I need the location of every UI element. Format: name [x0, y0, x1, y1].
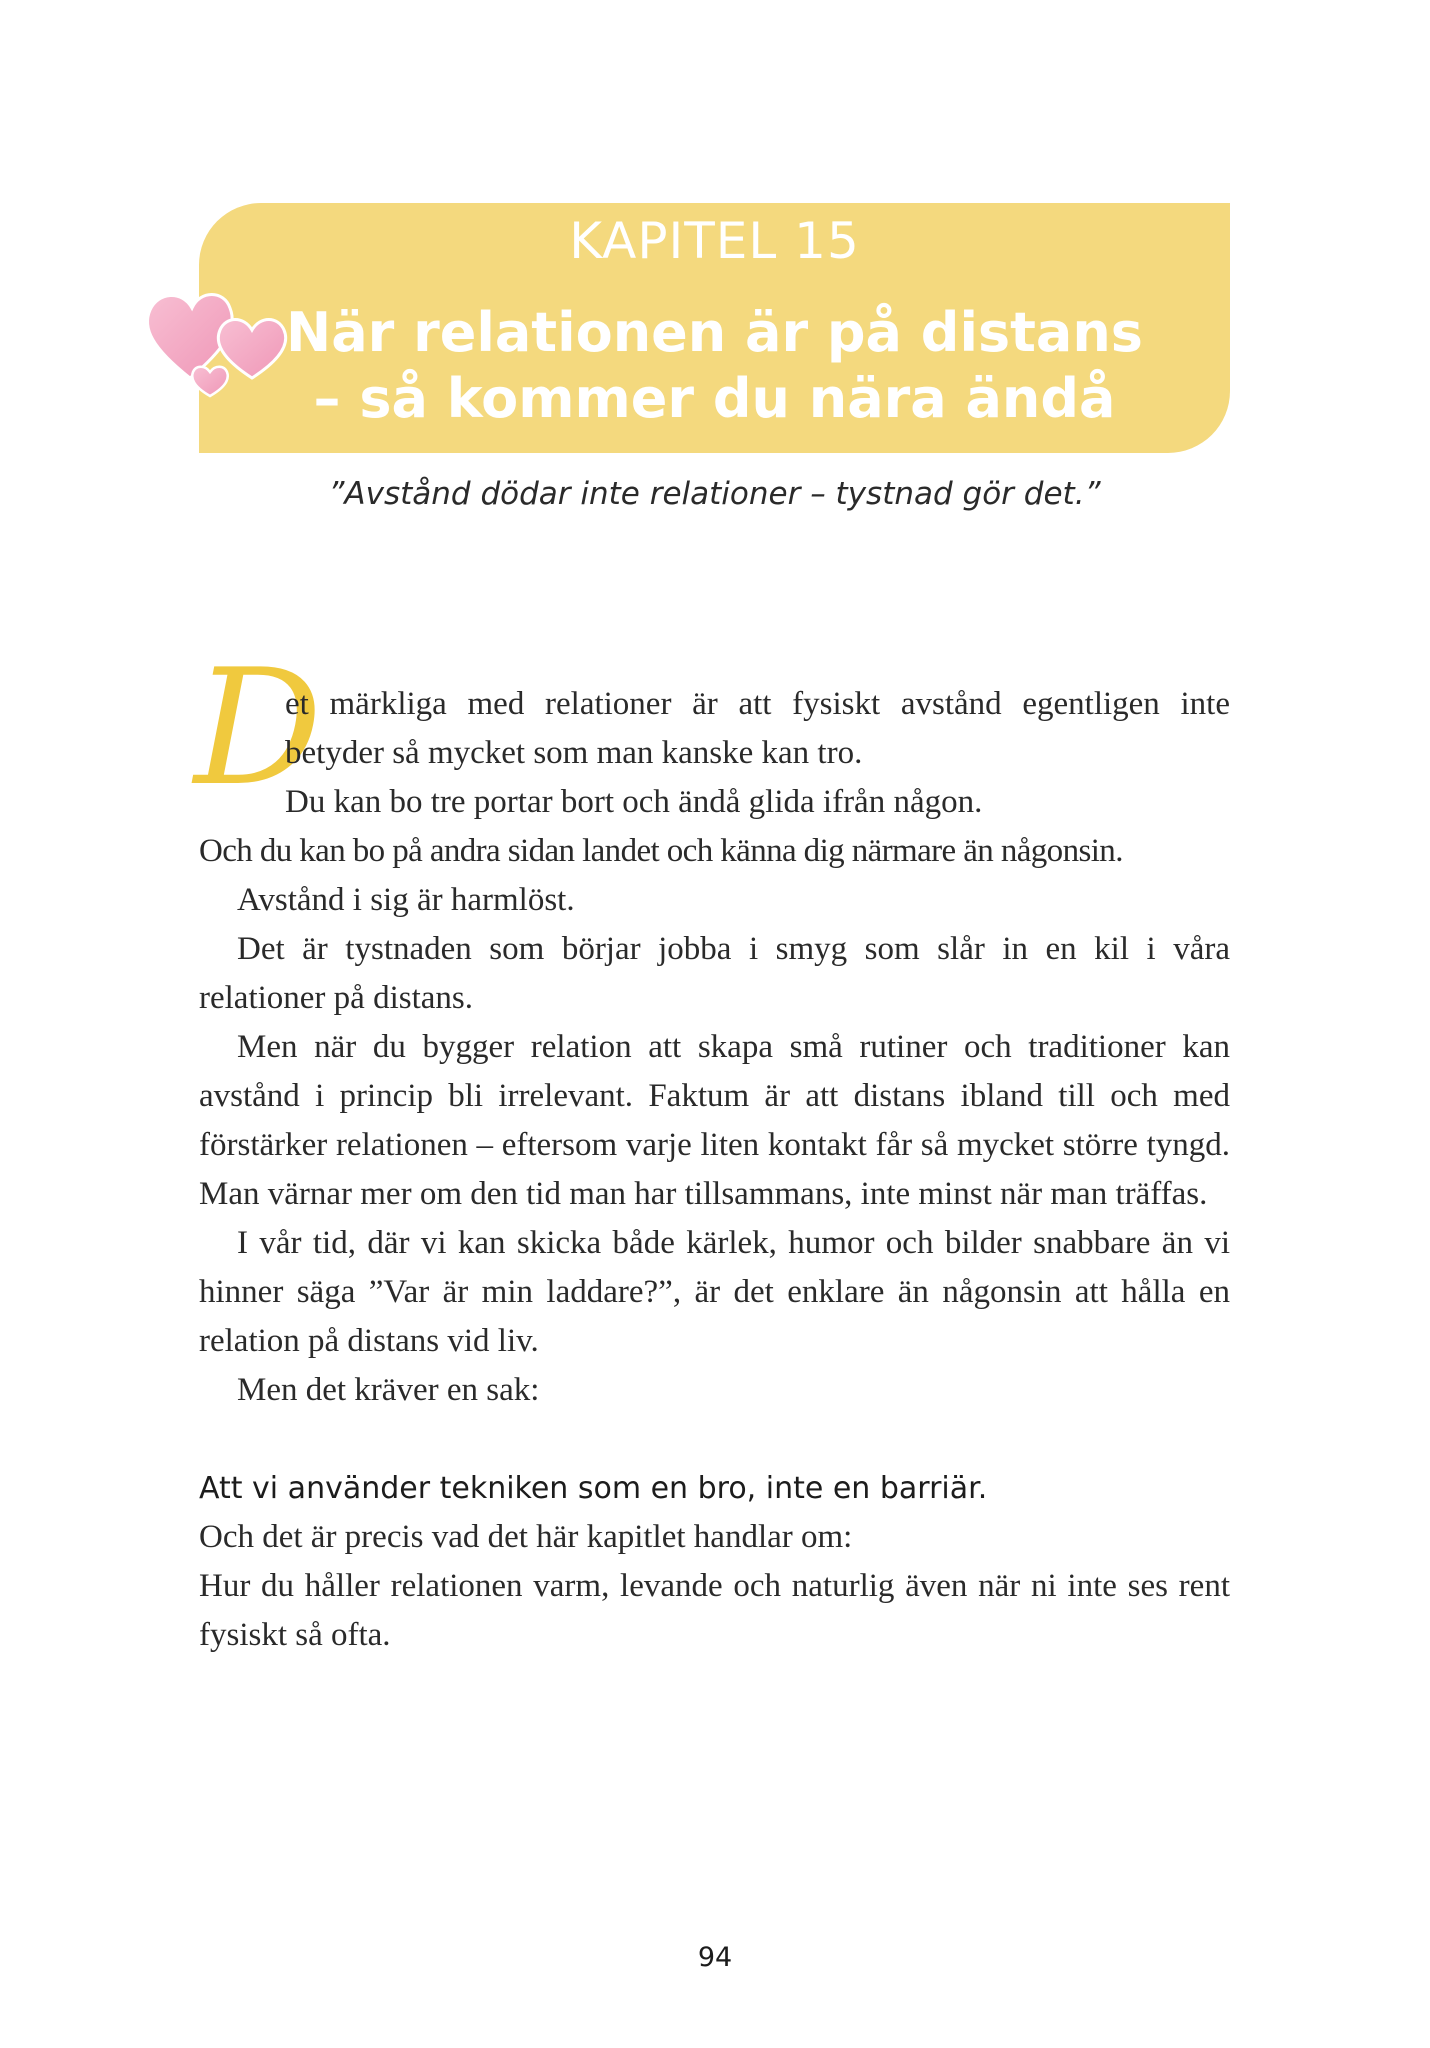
chapter-title — [199, 300, 1230, 432]
emphasis-line: Att vi använder tekniken som en bro, inte en barriär. — [199, 1471, 988, 1506]
paragraph-4: Avstånd i sig är harmlöst. — [237, 882, 575, 918]
drop-cap: D — [194, 634, 323, 821]
chapter-label: KAPITEL 15 — [569, 212, 860, 270]
paragraph-3: Och du kan bo på andra sidan landet och känna dig närmare än någonsin. — [199, 833, 1123, 869]
paragraph-spacer — [199, 1415, 1230, 1464]
paragraph-10: Hur du håller relationen varm, levande och naturlig även när ni inte ses rent fysiskt så ofta. — [199, 1568, 1230, 1653]
paragraph-1-line-2: betyder så mycket som man kanske kan tro. — [285, 735, 863, 771]
paragraph-9: Och det är precis vad det här kapitlet handlar om: — [199, 1519, 853, 1555]
paragraph-8: Men det kräver en sak: — [237, 1372, 540, 1408]
paragraph-5: Det är tystnaden som börjar jobba i smyg som slår in en kil i våra relationer på distans. — [199, 931, 1230, 1016]
chapter-title-line-1: När relationen är på distans — [286, 301, 1143, 364]
epigraph-quote: ”Avstånd dödar inte relationer – tystnad gör det.” — [328, 476, 1101, 512]
page-number: 94 — [697, 1942, 733, 1973]
paragraph-2-line-1: Du kan bo tre portar bort och ändå glida ifrån någon. — [285, 784, 983, 820]
chapter-title-line-2: – så kommer du nära ändå — [313, 367, 1116, 430]
paragraph-6: Men när du bygger relation att skapa små rutiner och traditioner kan avstånd i princip bli irrelevant. Faktum är att distans ibland till och med förstärker relationen – eftersom varje liten kontakt får så mycket större tyngd. Man värnar mer om den tid man har tillsammans, inte minst när man träffas. — [199, 1029, 1230, 1212]
paragraph-7: I vår tid, där vi kan skicka både kärlek, humor och bilder snabbare än vi hinner säga ”Var är min laddare?”, är det enklare än någonsin att hålla en relation på distans vid liv. — [199, 1225, 1230, 1359]
paragraph-1-line-1: et märkliga med relationer är att fysiskt avstånd egentligen inte — [285, 686, 1230, 722]
chapter-body — [199, 680, 1230, 1660]
